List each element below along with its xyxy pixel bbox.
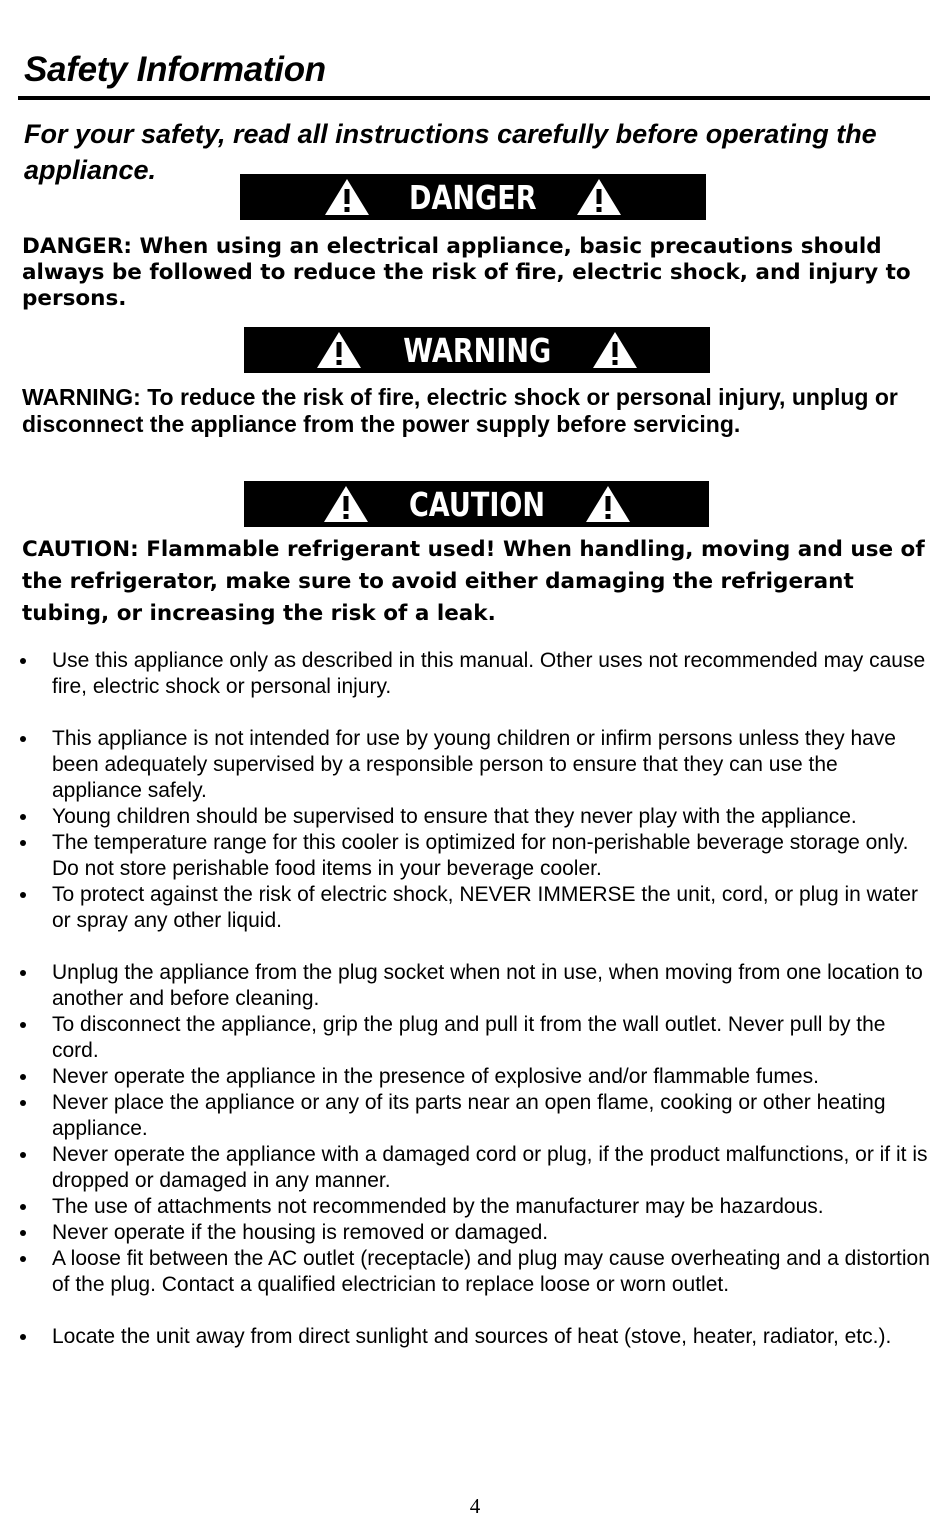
list-item: Use this appliance only as described in this manual. Other uses not recommended may cause fire, electric shock or personal injury.	[0, 648, 950, 700]
bullet-icon	[20, 736, 26, 742]
list-item: To disconnect the appliance, grip the plug and pull it from the wall outlet. Never pull by the cord.	[0, 1012, 950, 1064]
list-item: Never operate the appliance with a damaged cord or plug, if the product malfunctions, or if it is dropped or damaged in any manner.	[0, 1142, 950, 1194]
intro-text: For your safety, read all instructions carefully before operating the appliance.	[24, 119, 877, 185]
list-item: Never operate if the housing is removed or damaged.	[0, 1220, 950, 1246]
warning-triangle-icon	[323, 177, 371, 217]
bullet-icon	[20, 970, 26, 976]
bullet-icon	[20, 1022, 26, 1028]
danger-label: DANGER	[409, 177, 537, 217]
page-title: Safety Information	[24, 50, 326, 89]
danger-banner	[240, 174, 706, 220]
warning-triangle-icon	[315, 330, 363, 370]
list-item: To protect against the risk of electric shock, NEVER IMMERSE the unit, cord, or plug in water or spray any other liquid.	[0, 882, 950, 934]
list-item: The temperature range for this cooler is optimized for non-perishable beverage storage only. Do not store perishable food items in your beverage cooler.	[0, 830, 950, 882]
list-item: Never operate the appliance in the presence of explosive and/or flammable fumes.	[0, 1064, 950, 1090]
list-item: This appliance is not intended for use by young children or infirm persons unless they have been adequately supervised by a responsible person to ensure that they can use the appliance safely.	[0, 726, 950, 804]
list-item: Never place the appliance or any of its parts near an open flame, cooking or other heating appliance.	[0, 1090, 950, 1142]
list-item: A loose fit between the AC outlet (receptacle) and plug may cause overheating and a distortion of the plug. Contact a qualified electrician to replace loose or worn outlet.	[0, 1246, 950, 1298]
warning-triangle-icon	[322, 484, 370, 524]
warning-banner	[244, 327, 710, 373]
caution-label: CAUTION	[408, 484, 545, 524]
bullet-icon	[20, 1074, 26, 1080]
bullet-icon	[20, 1334, 26, 1340]
list-item: Unplug the appliance from the plug socket when not in use, when moving from one location to another and before cleaning.	[0, 960, 950, 1012]
title-divider	[18, 96, 930, 100]
bullet-icon	[20, 892, 26, 898]
safety-bullet-list	[0, 648, 950, 1350]
caution-banner	[244, 481, 709, 527]
bullet-icon	[20, 1100, 26, 1106]
page-number: 4	[469, 1494, 481, 1518]
list-item: Locate the unit away from direct sunlight and sources of heat (stove, heater, radiator, etc.).	[0, 1324, 950, 1350]
danger-paragraph: DANGER: When using an electrical appliance, basic precautions should always be followed to reduce the risk of fire, electric shock, and injury to persons.	[22, 234, 911, 311]
caution-paragraph: CAUTION: Flammable refrigerant used! When handling, moving and use of the refrigerator, make sure to avoid either damaging the refrigerant tubing, or increasing the risk of a leak.	[22, 537, 925, 626]
warning-paragraph: WARNING: To reduce the risk of fire, electric shock or personal injury, unplug or disconnect the appliance from the power supply before servicing.	[22, 384, 898, 437]
warning-label: WARNING	[403, 330, 551, 370]
bullet-icon	[20, 1152, 26, 1158]
warning-triangle-icon	[591, 330, 639, 370]
bullet-icon	[20, 814, 26, 820]
bullet-icon	[20, 658, 26, 664]
warning-triangle-icon	[584, 484, 632, 524]
bullet-icon	[20, 1230, 26, 1236]
warning-triangle-icon	[575, 177, 623, 217]
list-item: The use of attachments not recommended by the manufacturer may be hazardous.	[0, 1194, 950, 1220]
bullet-icon	[20, 840, 26, 846]
list-item: Young children should be supervised to ensure that they never play with the appliance.	[0, 804, 950, 830]
bullet-icon	[20, 1256, 26, 1262]
bullet-icon	[20, 1204, 26, 1210]
